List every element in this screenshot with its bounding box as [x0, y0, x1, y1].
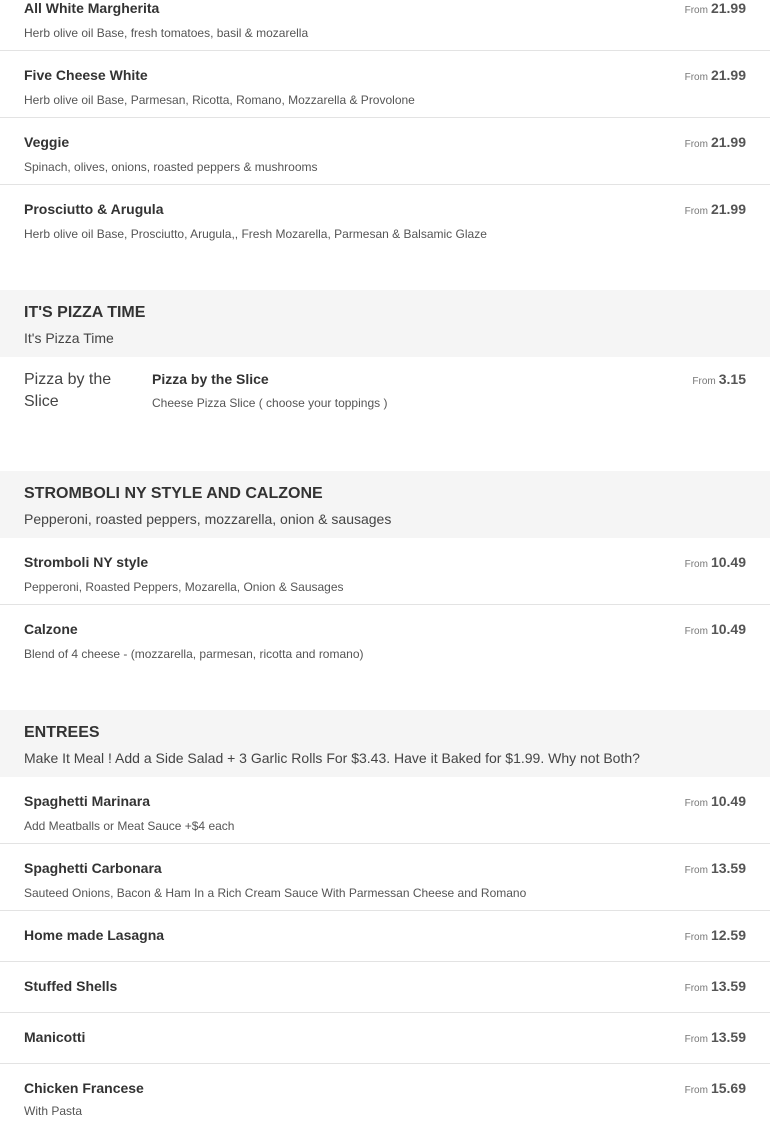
item-description: Cheese Pizza Slice ( choose your toppings ): [152, 396, 388, 410]
item-name: Stromboli NY style: [24, 554, 149, 570]
price-from-label: From: [684, 932, 708, 943]
item-price: [685, 134, 746, 153]
item-name: Stuffed Shells: [24, 978, 118, 994]
price-from-label: From: [684, 983, 708, 994]
section-header-pizza-time: [0, 290, 770, 357]
price-amount: 12.59: [710, 927, 746, 943]
section-title: STROMBOLI NY STYLE AND CALZONE: [24, 485, 323, 502]
item-price: [685, 793, 746, 812]
item-description: Pepperoni, Roasted Peppers, Mozarella, Onion & Sausages: [24, 580, 344, 594]
item-price: [685, 1080, 746, 1099]
price-from-label: From: [684, 865, 708, 876]
price-from-label: From: [692, 376, 716, 387]
price-amount: 13.59: [710, 860, 746, 876]
item-description: Add Meatballs or Meat Sauce +$4 each: [24, 819, 235, 833]
price-from-label: From: [684, 5, 708, 16]
item-price: [692, 371, 746, 390]
section-subtitle: Pepperoni, roasted peppers, mozzarella, onion & sausages: [24, 511, 392, 527]
item-name: Calzone: [24, 621, 78, 637]
price-amount: 21.99: [710, 134, 746, 150]
price-amount: 21.99: [710, 201, 746, 217]
item-name: Spaghetti Carbonara: [24, 860, 162, 876]
section-title: IT'S PIZZA TIME: [24, 304, 146, 321]
item-description: With Pasta: [24, 1104, 83, 1118]
item-description: Herb olive oil Base, Prosciutto, Arugula,, Fresh Mozarella, Parmesan & Balsamic Glaze: [24, 227, 487, 241]
price-amount: 10.49: [710, 554, 746, 570]
price-amount: 21.99: [710, 67, 746, 83]
menu-item-pizza-by-the-slice[interactable]: [0, 357, 770, 471]
item-name: Spaghetti Marinara: [24, 793, 151, 809]
price-amount: 13.59: [710, 1029, 746, 1045]
menu-item-spaghetti-marinara[interactable]: [0, 777, 770, 844]
section-spacer: [0, 672, 770, 710]
item-price: [685, 978, 746, 997]
item-name: Pizza by the Slice: [152, 371, 269, 387]
item-price: [685, 0, 746, 19]
item-name: Manicotti: [24, 1029, 86, 1045]
item-name: All White Margherita: [24, 0, 160, 16]
menu-item-manicotti[interactable]: [0, 1013, 770, 1064]
menu-item-spaghetti-carbonara[interactable]: [0, 844, 770, 911]
price-from-label: From: [684, 139, 708, 150]
section-header-entrees: [0, 710, 770, 777]
menu-item-chicken-francese[interactable]: [0, 1064, 770, 1144]
price-amount: 15.69: [710, 1080, 746, 1096]
price-from-label: From: [684, 206, 708, 217]
menu-item-prosciutto-arugula[interactable]: [0, 185, 770, 252]
price-amount: 13.59: [710, 978, 746, 994]
section-header-stromboli: [0, 471, 770, 538]
price-from-label: From: [684, 72, 708, 83]
item-price: [685, 1029, 746, 1048]
price-from-label: From: [684, 798, 708, 809]
price-from-label: From: [684, 1085, 708, 1096]
section-subtitle: It's Pizza Time: [24, 330, 114, 346]
item-price: [685, 554, 746, 573]
item-image: Pizza by the Slice: [24, 371, 112, 410]
item-price: [685, 67, 746, 86]
price-amount: 21.99: [710, 0, 746, 16]
item-name: Prosciutto & Arugula: [24, 201, 164, 217]
item-price: [685, 201, 746, 220]
menu-item-five-cheese-white[interactable]: [0, 51, 770, 118]
menu-item-stuffed-shells[interactable]: [0, 962, 770, 1013]
item-description: Herb olive oil Base, Parmesan, Ricotta, Romano, Mozzarella & Provolone: [24, 93, 415, 107]
price-from-label: From: [684, 1034, 708, 1045]
item-description: Blend of 4 cheese - (mozzarella, parmesan, ricotta and romano): [24, 647, 364, 661]
item-price: [685, 927, 746, 946]
item-name: Five Cheese White: [24, 67, 148, 83]
section-title: ENTREES: [24, 724, 100, 741]
section-subtitle: Make It Meal ! Add a Side Salad + 3 Garlic Rolls For $3.43. Have it Baked for $1.99. Why not Both?: [24, 750, 640, 766]
item-price: [685, 621, 746, 640]
price-amount: 10.49: [710, 621, 746, 637]
item-name: Chicken Francese: [24, 1080, 144, 1096]
price-from-label: From: [684, 559, 708, 570]
menu-item-all-white-margherita[interactable]: [0, 0, 770, 51]
section-spacer: [0, 252, 770, 290]
menu-item-calzone[interactable]: [0, 605, 770, 672]
menu-item-stromboli-ny-style[interactable]: [0, 538, 770, 605]
menu-item-veggie[interactable]: [0, 118, 770, 185]
price-from-label: From: [684, 626, 708, 637]
item-description: Sauteed Onions, Bacon & Ham In a Rich Cream Sauce With Parmessan Cheese and Romano: [24, 886, 527, 900]
item-price: [685, 860, 746, 879]
item-name: Home made Lasagna: [24, 927, 165, 943]
item-description: Spinach, olives, onions, roasted peppers & mushrooms: [24, 160, 318, 174]
price-amount: 10.49: [710, 793, 746, 809]
item-name: Veggie: [24, 134, 70, 150]
menu-item-home-made-lasagna[interactable]: [0, 911, 770, 962]
item-description: Herb olive oil Base, fresh tomatoes, basil & mozarella: [24, 26, 309, 40]
price-amount: 3.15: [718, 371, 746, 387]
